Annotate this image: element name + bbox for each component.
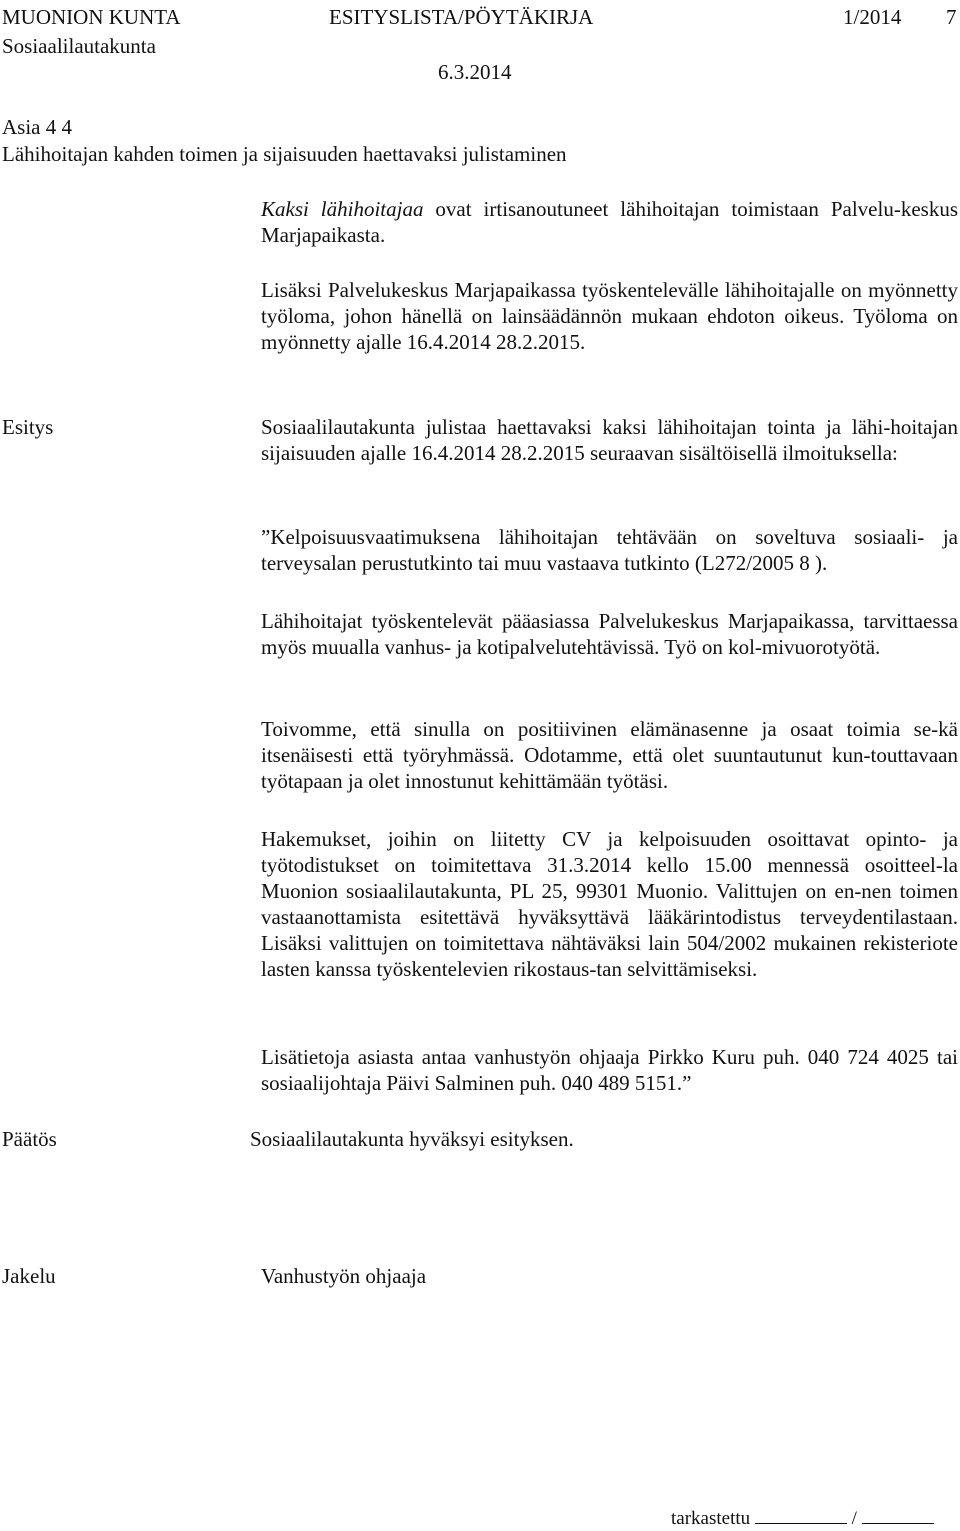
proposal-paragraph-1: Sosiaalilautakunta julistaa haettavaksi kaksi lähihoitajan tointa ja lähi-hoitajan sijaisuuden ajalle 16.4.2014 28.2.2015 seuraavan sisältöisellä ilmoituksella: bbox=[261, 415, 958, 465]
proposal-paragraph-5: Hakemukset, joihin on liitetty CV ja kelpoisuuden osoittavat opinto- ja työtodistukset on toimitettava 31.3.2014 kello 15.00 mennessä osoitteel-la Muonion sosiaalilautakunta, PL 25, 99301 Muonio. Valittujen on en-nen toimen vastaanottamista esitettävä hyväksyttävä lääkärintodistus terveydentilastaan. Lisäksi valittujen on toimitettava nähtäväksi lain 504/2002 mukainen rekisteriote lasten kanssa työskentelevien rikostaus-tan selvittämiseksi. bbox=[261, 827, 958, 981]
checked-separator: / bbox=[851, 1508, 857, 1529]
distribution-text: Vanhustyön ohjaaja bbox=[261, 1264, 427, 1288]
document-type: ESITYSLISTA/PÖYTÄKIRJA bbox=[329, 5, 594, 29]
proposal-paragraph-6: Lisätietoja asiasta antaa vanhustyön ohjaaja Pirkko Kuru puh. 040 724 4025 tai sosiaalijohtaja Päivi Salminen puh. 040 489 5151.” bbox=[261, 1045, 958, 1095]
municipality-name: MUONION KUNTA bbox=[2, 5, 181, 29]
intro-paragraph-2: Lisäksi Palvelukeskus Marjapaikassa työskentelevälle lähihoitajalle on myönnetty työloma, johon hänellä on lainsäädännön mukaan ehdoton oikeus. Työloma on myönnetty ajalle 16.4.2014 28.2.2015. bbox=[261, 278, 958, 354]
item-title: Lähihoitajan kahden toimen ja sijaisuuden haettavaksi julistaminen bbox=[2, 142, 567, 166]
decision-label: Päätös bbox=[2, 1127, 57, 1151]
distribution-label: Jakelu bbox=[2, 1264, 56, 1288]
decision-text: Sosiaalilautakunta hyväksyi esityksen. bbox=[250, 1127, 574, 1151]
proposal-paragraph-3: Lähihoitajat työskentelevät pääasiassa Palvelukeskus Marjapaikassa, tarvittaessa myös muualla vanhus- ja kotipalvelutehtävissä. Työ on kol-mivuorotyötä. bbox=[261, 609, 958, 659]
checked-footer bbox=[671, 1508, 934, 1530]
meeting-date: 6.3.2014 bbox=[438, 60, 512, 84]
issue-number: 1/2014 bbox=[843, 5, 902, 29]
signature-line-2 bbox=[862, 1523, 934, 1524]
page-number: 7 bbox=[946, 5, 957, 29]
item-number: Asia 4 4 bbox=[2, 115, 72, 139]
checked-label: tarkastettu bbox=[671, 1508, 751, 1529]
proposal-label: Esitys bbox=[2, 415, 54, 439]
committee-name: Sosiaalilautakunta bbox=[2, 34, 156, 58]
proposal-paragraph-4: Toivomme, että sinulla on positiivinen elämänasenne ja osaat toimia se-kä itsenäisesti että työryhmässä. Odotamme, että olet suuntautunut kun-touttavaan työtapaan ja olet innostunut kehittämään työtäsi. bbox=[261, 717, 958, 793]
intro-paragraph-1-text: ovat irtisanoutuneet lähihoitajan toimistaan Palvelu-keskus Marjapaikasta. bbox=[261, 197, 958, 247]
intro-paragraph-1 bbox=[261, 196, 958, 248]
signature-line-1 bbox=[755, 1523, 847, 1524]
intro-italic-phrase: Kaksi lähihoitajaa bbox=[261, 197, 424, 221]
proposal-paragraph-2: ”Kelpoisuusvaatimuksena lähihoitajan tehtävään on soveltuva sosiaali- ja terveysalan perustutkinto tai muu vastaava tutkinto (L272/2005 8 ). bbox=[261, 525, 958, 575]
